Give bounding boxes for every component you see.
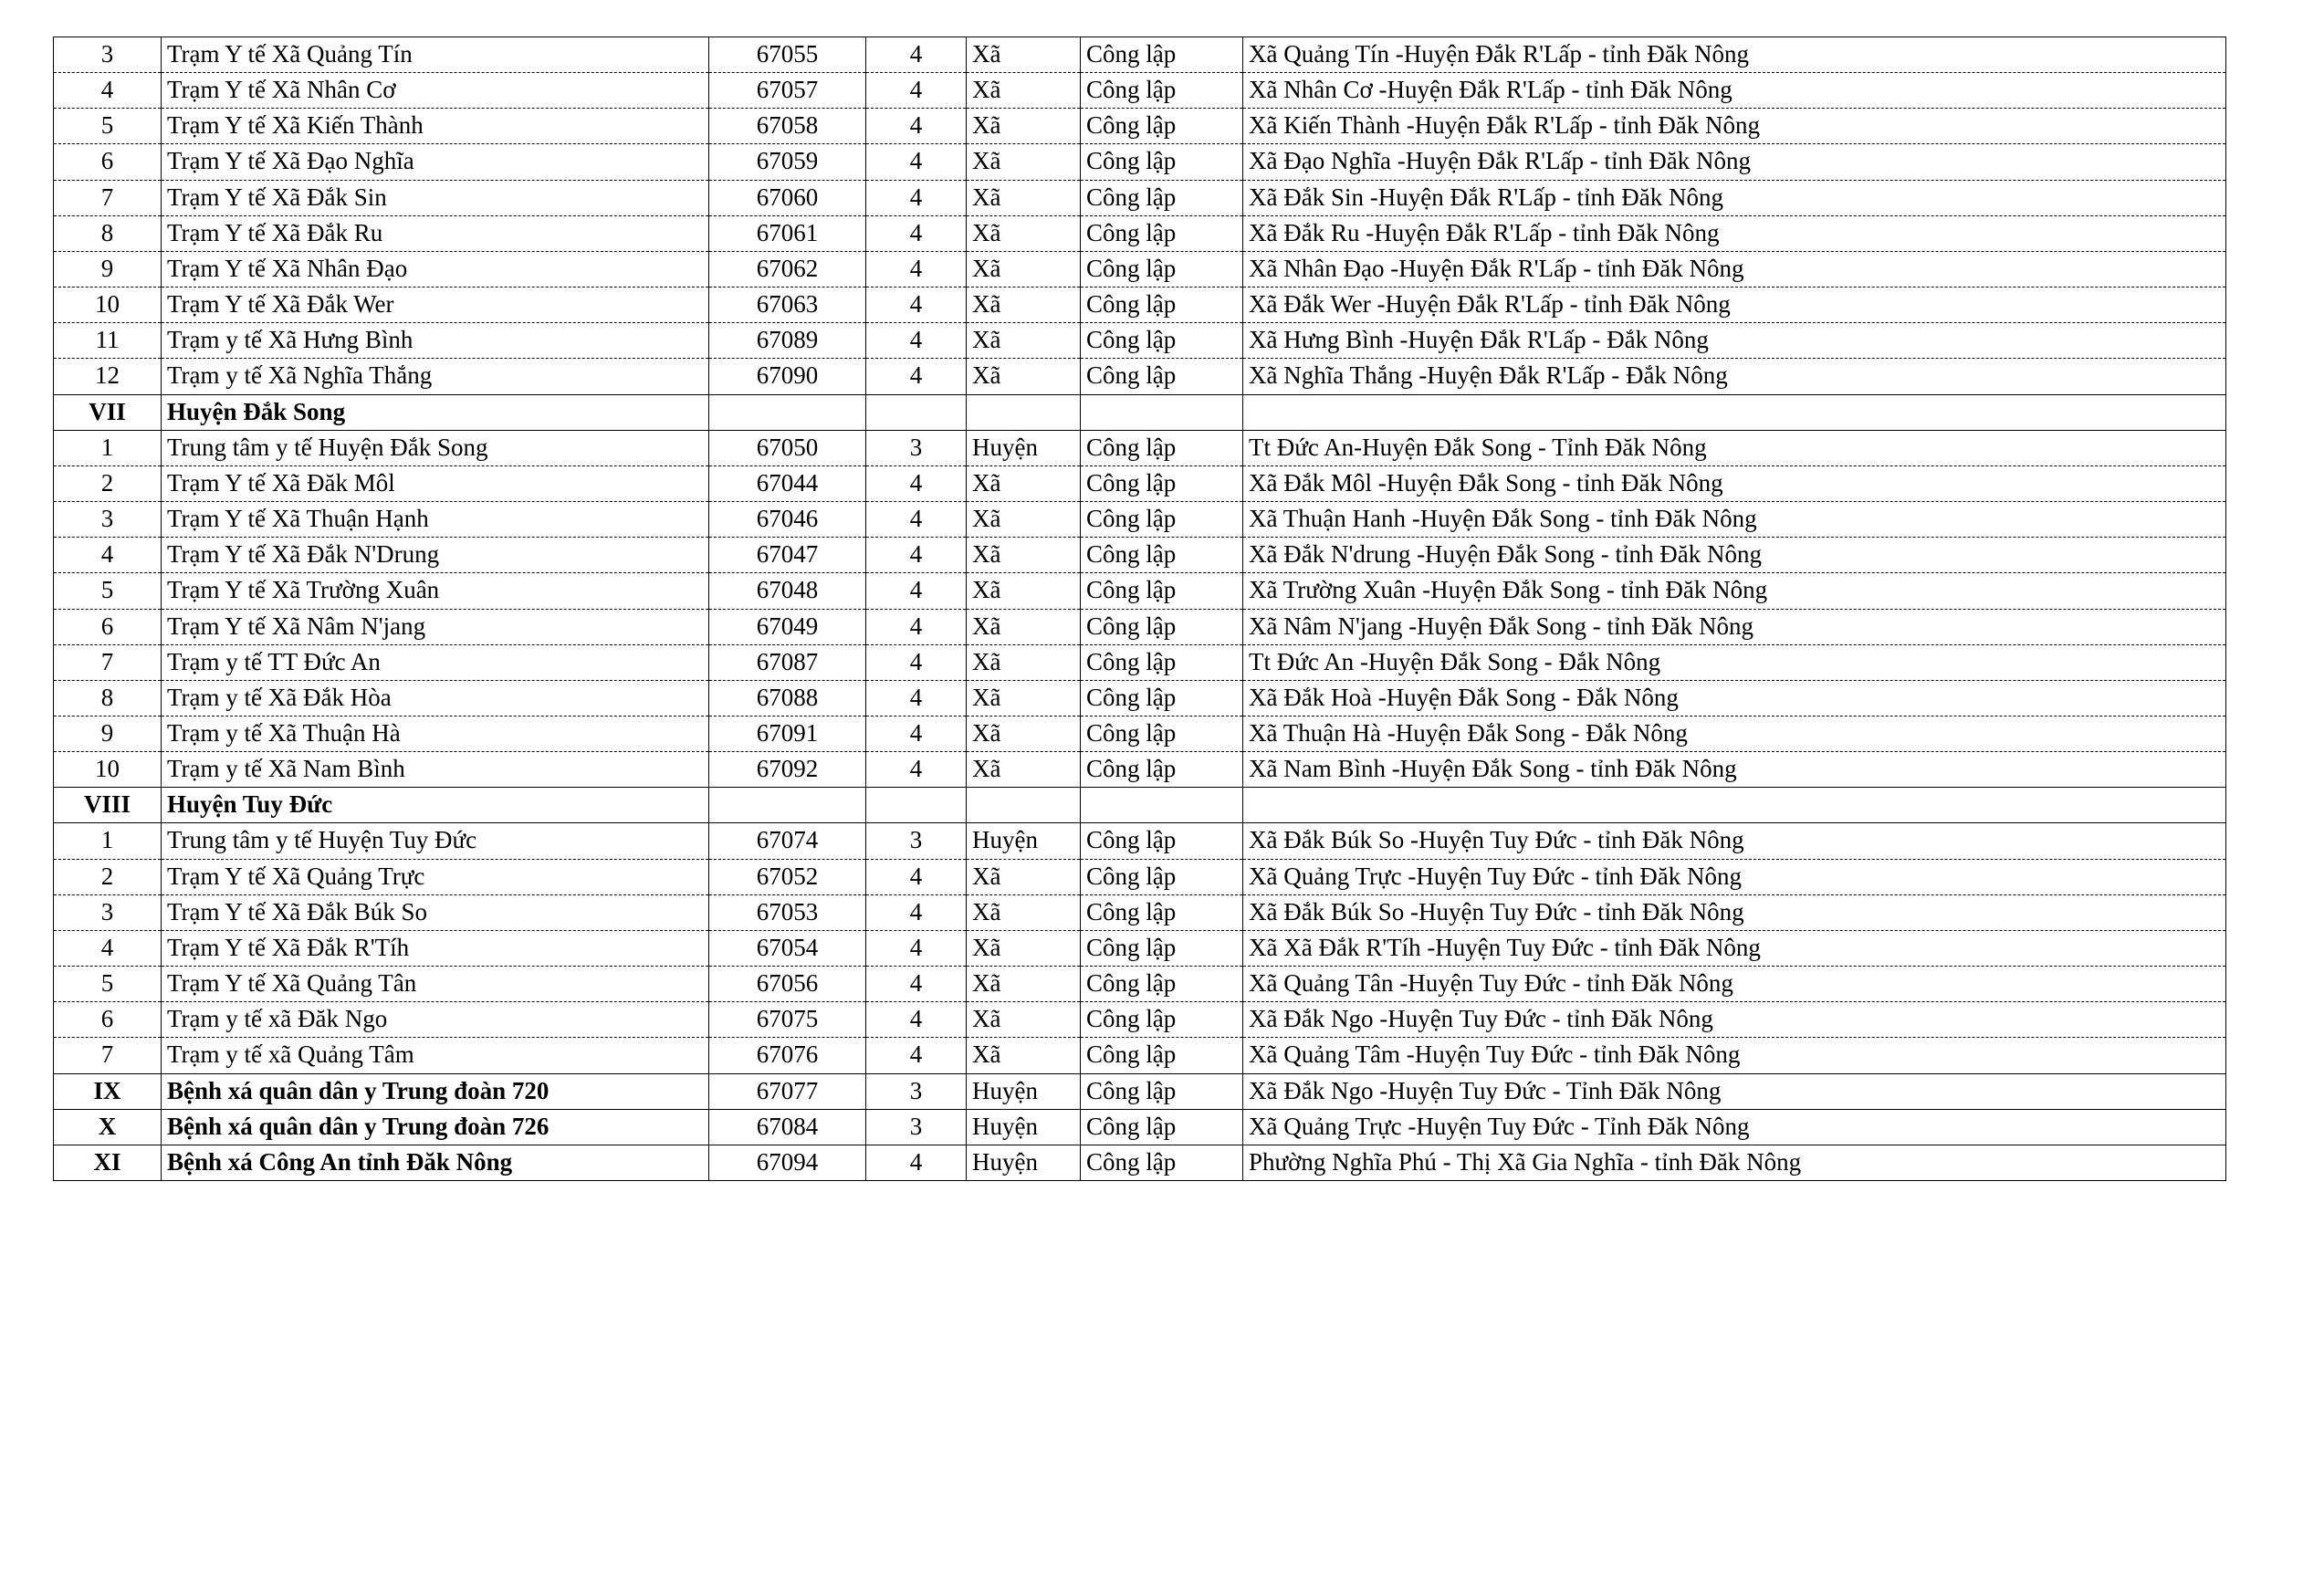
cell-unit_type: Xã [967,37,1081,73]
cell-address: Xã Nâm N'jang -Huyện Đắk Song - tỉnh Đăk Nông [1243,609,2226,644]
cell-stt: VIII [54,788,162,823]
cell-stt: 8 [54,680,162,716]
cell-address: Xã Đắk Môl -Huyện Đắk Song - tỉnh Đăk Nông [1243,465,2226,501]
cell-ownership [1081,788,1243,823]
cell-ownership: Công lập [1081,251,1243,287]
cell-name: Trạm Y tế Xã Quảng Tân [162,967,709,1002]
cell-address: Xã Đắk N'drung -Huyện Đắk Song - tỉnh Đăk Nông [1243,538,2226,573]
cell-code: 67092 [709,752,866,788]
cell-stt: 11 [54,323,162,359]
cell-code: 67056 [709,967,866,1002]
cell-stt: 10 [54,288,162,323]
table-row [54,538,2226,573]
cell-level: 4 [866,465,967,501]
cell-stt: 7 [54,644,162,680]
cell-code: 67055 [709,37,866,73]
cell-stt: 1 [54,823,162,859]
cell-unit_type: Huyện [967,823,1081,859]
cell-name: Trung tâm y tế Huyện Đắk Song [162,430,709,465]
table-row [54,180,2226,215]
cell-address: Xã Đắk Wer -Huyện Đắk R'Lấp - tỉnh Đăk Nông [1243,288,2226,323]
cell-code: 67050 [709,430,866,465]
cell-unit_type: Xã [967,502,1081,538]
cell-stt: 4 [54,538,162,573]
cell-unit_type: Huyện [967,1073,1081,1109]
cell-name: Trạm y tế Xã Nam Bình [162,752,709,788]
cell-address: Xã Xã Đắk R'Tíh -Huyện Tuy Đức - tỉnh Đăk Nông [1243,930,2226,966]
cell-address: Xã Trường Xuân -Huyện Đắk Song - tỉnh Đăk Nông [1243,573,2226,609]
cell-stt: 6 [54,144,162,180]
cell-stt: 2 [54,859,162,894]
cell-address: Xã Quảng Tín -Huyện Đắk R'Lấp - tỉnh Đăk Nông [1243,37,2226,73]
cell-stt: 9 [54,251,162,287]
cell-name: Trạm y tế Xã Nghĩa Thắng [162,359,709,394]
cell-unit_type: Xã [967,215,1081,251]
cell-address: Xã Đắk Ngo -Huyện Tuy Đức - Tỉnh Đăk Nông [1243,1073,2226,1109]
cell-stt: XI [54,1145,162,1180]
cell-ownership: Công lập [1081,609,1243,644]
cell-unit_type: Xã [967,144,1081,180]
table-row [54,1109,2226,1145]
cell-stt: 5 [54,573,162,609]
table-row [54,823,2226,859]
table-row [54,752,2226,788]
cell-ownership: Công lập [1081,967,1243,1002]
cell-address: Tt Đức An -Huyện Đắk Song - Đắk Nông [1243,644,2226,680]
cell-ownership: Công lập [1081,109,1243,144]
cell-level: 4 [866,573,967,609]
cell-ownership: Công lập [1081,573,1243,609]
cell-stt: 3 [54,37,162,73]
table-row [54,609,2226,644]
cell-stt: 10 [54,752,162,788]
cell-code: 67046 [709,502,866,538]
cell-ownership: Công lập [1081,465,1243,501]
cell-code: 67062 [709,251,866,287]
cell-stt: 4 [54,930,162,966]
cell-ownership: Công lập [1081,752,1243,788]
cell-level: 3 [866,430,967,465]
cell-address: Xã Đắk Búk So -Huyện Tuy Đức - tỉnh Đăk Nông [1243,823,2226,859]
cell-name: Trạm Y tế Xã Đắk Sin [162,180,709,215]
cell-code: 67058 [709,109,866,144]
cell-ownership: Công lập [1081,180,1243,215]
cell-address: Phường Nghĩa Phú - Thị Xã Gia Nghĩa - tỉnh Đăk Nông [1243,1145,2226,1180]
cell-stt: 4 [54,73,162,109]
cell-code: 67077 [709,1073,866,1109]
cell-level: 4 [866,359,967,394]
cell-code: 67047 [709,538,866,573]
cell-level: 3 [866,1109,967,1145]
cell-ownership: Công lập [1081,823,1243,859]
cell-level: 3 [866,823,967,859]
table-row [54,109,2226,144]
cell-name: Trạm Y tế Xã Đạo Nghĩa [162,144,709,180]
table-group-row [54,788,2226,823]
cell-code: 67087 [709,644,866,680]
cell-address: Xã Đạo Nghĩa -Huyện Đắk R'Lấp - tỉnh Đăk Nông [1243,144,2226,180]
table-body [54,37,2226,1181]
cell-ownership: Công lập [1081,644,1243,680]
cell-ownership [1081,394,1243,430]
cell-level [866,394,967,430]
cell-name: Trạm Y tế Xã Đắk Búk So [162,894,709,930]
cell-stt: 6 [54,1002,162,1038]
cell-stt: 8 [54,215,162,251]
table-row [54,716,2226,751]
cell-code: 67075 [709,1002,866,1038]
cell-unit_type: Xã [967,716,1081,751]
cell-unit_type: Xã [967,967,1081,1002]
cell-ownership: Công lập [1081,894,1243,930]
cell-name: Bệnh xá Công An tỉnh Đăk Nông [162,1145,709,1180]
cell-address: Xã Nghĩa Thắng -Huyện Đắk R'Lấp - Đắk Nông [1243,359,2226,394]
cell-code: 67049 [709,609,866,644]
table-row [54,859,2226,894]
cell-unit_type: Xã [967,465,1081,501]
table-row [54,1002,2226,1038]
cell-name: Trạm y tế Xã Hưng Bình [162,323,709,359]
cell-name: Huyện Tuy Đức [162,788,709,823]
cell-level: 4 [866,251,967,287]
table-row [54,644,2226,680]
cell-stt: 5 [54,109,162,144]
cell-name: Trạm Y tế Xã Nhân Cơ [162,73,709,109]
cell-ownership: Công lập [1081,930,1243,966]
cell-ownership: Công lập [1081,716,1243,751]
cell-ownership: Công lập [1081,1002,1243,1038]
cell-name: Trạm Y tế Xã Quảng Tín [162,37,709,73]
cell-level: 4 [866,288,967,323]
cell-stt: IX [54,1073,162,1109]
table-row [54,359,2226,394]
cell-unit_type: Xã [967,109,1081,144]
table-row [54,215,2226,251]
cell-code: 67053 [709,894,866,930]
cell-level: 4 [866,680,967,716]
cell-name: Trạm Y tế Xã Đắk Ru [162,215,709,251]
cell-address: Xã Nam Bình -Huyện Đắk Song - tỉnh Đăk Nông [1243,752,2226,788]
cell-level: 4 [866,1038,967,1073]
cell-name: Trạm Y tế Xã Trường Xuân [162,573,709,609]
cell-unit_type: Xã [967,288,1081,323]
table-row [54,894,2226,930]
cell-stt: 7 [54,180,162,215]
cell-level: 4 [866,894,967,930]
cell-code: 67059 [709,144,866,180]
cell-name: Trung tâm y tế Huyện Tuy Đức [162,823,709,859]
cell-address: Xã Đắk Sin -Huyện Đắk R'Lấp - tỉnh Đăk Nông [1243,180,2226,215]
cell-unit_type: Xã [967,859,1081,894]
cell-name: Trạm Y tế Xã Kiến Thành [162,109,709,144]
table-row [54,465,2226,501]
cell-ownership: Công lập [1081,144,1243,180]
cell-unit_type: Xã [967,538,1081,573]
cell-name: Bệnh xá quân dân y Trung đoàn 720 [162,1073,709,1109]
table-row [54,1073,2226,1109]
cell-level: 4 [866,73,967,109]
cell-address: Xã Kiến Thành -Huyện Đắk R'Lấp - tỉnh Đăk Nông [1243,109,2226,144]
cell-ownership: Công lập [1081,215,1243,251]
cell-name: Trạm Y tế Xã Đắk R'Tíh [162,930,709,966]
cell-unit_type: Xã [967,930,1081,966]
cell-unit_type: Xã [967,752,1081,788]
cell-level: 4 [866,859,967,894]
table-row [54,288,2226,323]
cell-address: Xã Nhân Cơ -Huyện Đắk R'Lấp - tỉnh Đăk Nông [1243,73,2226,109]
cell-code [709,394,866,430]
table-row [54,251,2226,287]
cell-code [709,788,866,823]
cell-unit_type: Xã [967,573,1081,609]
cell-code: 67044 [709,465,866,501]
cell-code: 67060 [709,180,866,215]
cell-name: Trạm y tế xã Đăk Ngo [162,1002,709,1038]
cell-address: Xã Thuận Hà -Huyện Đắk Song - Đắk Nông [1243,716,2226,751]
cell-code: 67091 [709,716,866,751]
cell-level: 4 [866,144,967,180]
cell-address: Xã Quảng Tâm -Huyện Tuy Đức - tỉnh Đăk Nông [1243,1038,2226,1073]
cell-level: 4 [866,180,967,215]
cell-unit_type: Xã [967,73,1081,109]
cell-name: Trạm Y tế Xã Đắk N'Drung [162,538,709,573]
cell-code: 67057 [709,73,866,109]
cell-level: 4 [866,930,967,966]
table-row [54,680,2226,716]
cell-ownership: Công lập [1081,430,1243,465]
cell-address [1243,394,2226,430]
cell-stt: 3 [54,894,162,930]
cell-unit_type: Xã [967,1002,1081,1038]
cell-address: Xã Quảng Trực -Huyện Tuy Đức - Tỉnh Đăk Nông [1243,1109,2226,1145]
cell-name: Trạm Y tế Xã Đắk Wer [162,288,709,323]
health-facilities-table [53,37,2226,1181]
cell-ownership: Công lập [1081,1038,1243,1073]
cell-code: 67089 [709,323,866,359]
cell-level: 4 [866,215,967,251]
cell-ownership: Công lập [1081,538,1243,573]
cell-level: 4 [866,1145,967,1180]
table-row [54,144,2226,180]
cell-code: 67048 [709,573,866,609]
cell-stt: VII [54,394,162,430]
cell-level: 4 [866,644,967,680]
table-row [54,37,2226,73]
cell-ownership: Công lập [1081,73,1243,109]
cell-unit_type: Xã [967,251,1081,287]
cell-unit_type: Xã [967,680,1081,716]
cell-name: Trạm Y tế Xã Quảng Trực [162,859,709,894]
cell-unit_type: Xã [967,323,1081,359]
cell-stt: 6 [54,609,162,644]
cell-name: Trạm y tế xã Quảng Tâm [162,1038,709,1073]
cell-unit_type: Xã [967,894,1081,930]
cell-level: 4 [866,37,967,73]
cell-code: 67054 [709,930,866,966]
table-row [54,323,2226,359]
cell-address: Tt Đức An-Huyện Đắk Song - Tỉnh Đăk Nông [1243,430,2226,465]
cell-code: 67074 [709,823,866,859]
cell-name: Trạm y tế Xã Đắk Hòa [162,680,709,716]
cell-level: 4 [866,1002,967,1038]
cell-ownership: Công lập [1081,1145,1243,1180]
cell-level: 4 [866,967,967,1002]
cell-address: Xã Quảng Tân -Huyện Tuy Đức - tỉnh Đăk Nông [1243,967,2226,1002]
cell-stt: X [54,1109,162,1145]
cell-address: Xã Đắk Ru -Huyện Đắk R'Lấp - tỉnh Đăk Nông [1243,215,2226,251]
cell-level: 4 [866,323,967,359]
cell-code: 67052 [709,859,866,894]
cell-address [1243,788,2226,823]
cell-level: 4 [866,502,967,538]
cell-ownership: Công lập [1081,1073,1243,1109]
table-row [54,73,2226,109]
cell-level: 4 [866,538,967,573]
cell-address: Xã Quảng Trực -Huyện Tuy Đức - tỉnh Đăk Nông [1243,859,2226,894]
cell-name: Trạm Y tế Xã Thuận Hạnh [162,502,709,538]
cell-level: 3 [866,1073,967,1109]
cell-code: 67061 [709,215,866,251]
cell-name: Trạm Y tế Xã Nâm N'jang [162,609,709,644]
table-row [54,967,2226,1002]
cell-ownership: Công lập [1081,359,1243,394]
cell-address: Xã Hưng Bình -Huyện Đắk R'Lấp - Đắk Nông [1243,323,2226,359]
cell-code: 67090 [709,359,866,394]
cell-ownership: Công lập [1081,680,1243,716]
cell-ownership: Công lập [1081,502,1243,538]
cell-address: Xã Đắk Ngo -Huyện Tuy Đức - tỉnh Đăk Nông [1243,1002,2226,1038]
cell-address: Xã Đắk Búk So -Huyện Tuy Đức - tỉnh Đăk Nông [1243,894,2226,930]
cell-ownership: Công lập [1081,37,1243,73]
cell-code: 67094 [709,1145,866,1180]
cell-level [866,788,967,823]
cell-unit_type: Huyện [967,430,1081,465]
cell-stt: 5 [54,967,162,1002]
cell-code: 67063 [709,288,866,323]
cell-code: 67084 [709,1109,866,1145]
cell-ownership: Công lập [1081,859,1243,894]
cell-address: Xã Đắk Hoà -Huyện Đắk Song - Đắk Nông [1243,680,2226,716]
table-row [54,430,2226,465]
cell-level: 4 [866,609,967,644]
cell-code: 67076 [709,1038,866,1073]
cell-unit_type: Huyện [967,1145,1081,1180]
cell-stt: 3 [54,502,162,538]
table-row [54,1145,2226,1180]
cell-unit_type [967,788,1081,823]
cell-name: Huyện Đắk Song [162,394,709,430]
cell-address: Xã Thuận Hanh -Huyện Đắk Song - tỉnh Đăk Nông [1243,502,2226,538]
cell-name: Trạm Y tế Xã Đăk Môl [162,465,709,501]
cell-level: 4 [866,752,967,788]
cell-name: Trạm Y tế Xã Nhân Đạo [162,251,709,287]
cell-stt: 2 [54,465,162,501]
table-row [54,1038,2226,1073]
cell-address: Xã Nhân Đạo -Huyện Đắk R'Lấp - tỉnh Đăk Nông [1243,251,2226,287]
cell-unit_type: Xã [967,359,1081,394]
cell-name: Trạm y tế Xã Thuận Hà [162,716,709,751]
cell-unit_type: Xã [967,1038,1081,1073]
table-row [54,930,2226,966]
cell-ownership: Công lập [1081,323,1243,359]
cell-unit_type: Huyện [967,1109,1081,1145]
cell-name: Bệnh xá quân dân y Trung đoàn 726 [162,1109,709,1145]
cell-code: 67088 [709,680,866,716]
cell-unit_type: Xã [967,609,1081,644]
table-row [54,502,2226,538]
cell-ownership: Công lập [1081,1109,1243,1145]
table-row [54,573,2226,609]
cell-stt: 9 [54,716,162,751]
cell-unit_type: Xã [967,644,1081,680]
cell-name: Trạm y tế TT Đức An [162,644,709,680]
table-group-row [54,394,2226,430]
cell-unit_type [967,394,1081,430]
cell-level: 4 [866,109,967,144]
cell-level: 4 [866,716,967,751]
cell-stt: 7 [54,1038,162,1073]
cell-stt: 12 [54,359,162,394]
cell-ownership: Công lập [1081,288,1243,323]
cell-stt: 1 [54,430,162,465]
cell-unit_type: Xã [967,180,1081,215]
